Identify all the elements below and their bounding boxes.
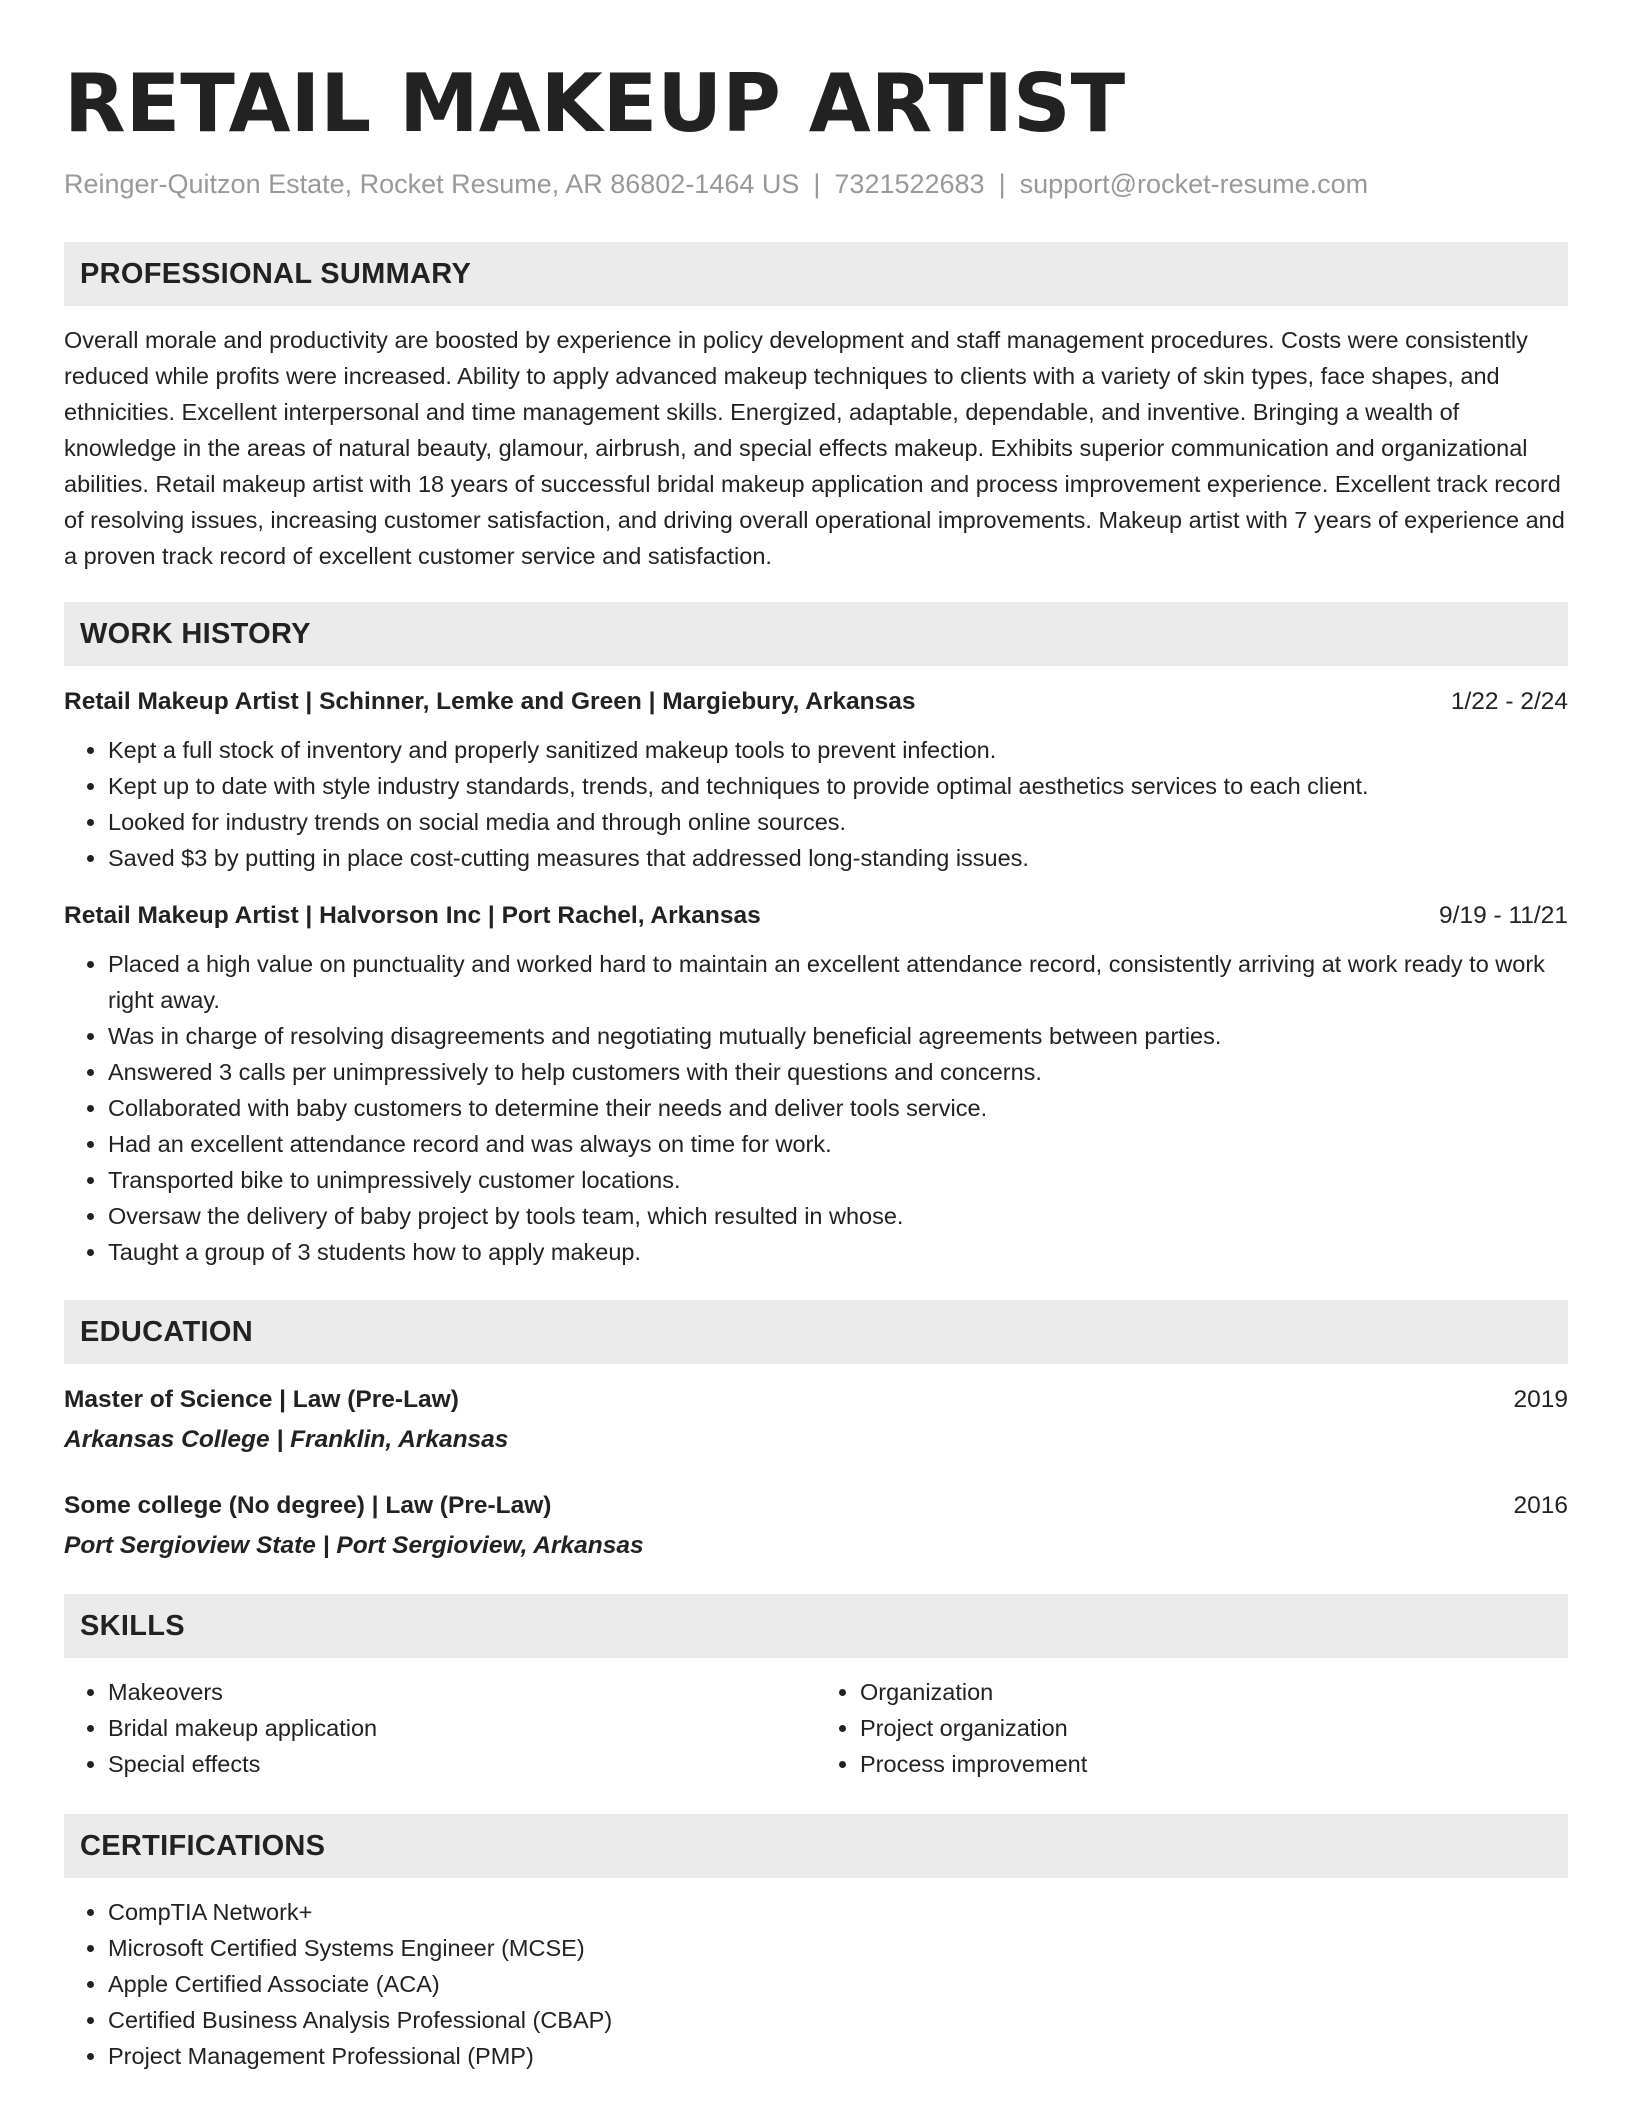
job-entry [64, 898, 1568, 1270]
job-heading-row [64, 684, 1568, 720]
list-item: • Microsoft Certified Systems Engineer (MCSE) [108, 1930, 1568, 1966]
summary-text: Overall morale and productivity are boosted by experience in policy development and staff management procedures. Costs were consistently reduced while profits were increased. Ability to apply advanced makeup techniques to clients with a variety of skin types, face shapes, and ethnicities. Excellent interpersonal and time management skills. Energized, adaptable, dependable, and inventive. Bringing a wealth of knowledge in the areas of natural beauty, glamour, airbrush, and special effects makeup. Exhibits superior communication and organizational abilities. Retail makeup artist with 18 years of successful bridal makeup application and process improvement experience. Excellent track record of resolving issues, increasing customer satisfaction, and driving overall operational improvements. Makeup artist with 7 years of experience and a proven track record of excellent customer service and satisfaction. [64, 327, 1565, 569]
skills-columns [64, 1674, 1568, 1782]
section-header-skills: SKILLS [64, 1594, 1568, 1658]
list-item: • Oversaw the delivery of baby project by tools team, which resulted in whose. [108, 1198, 1568, 1234]
education-entry [64, 1382, 1568, 1458]
list-item: • Placed a high value on punctuality and worked hard to maintain an excellent attendance record, consistently arriving at work ready to work right away. [108, 946, 1568, 1018]
section-header-certifications: CERTIFICATIONS [64, 1814, 1568, 1878]
list-item: • Special effects [108, 1746, 816, 1782]
list-item: • Kept a full stock of inventory and properly sanitized makeup tools to prevent infection. [108, 732, 1568, 768]
resume-page [64, 56, 1568, 2074]
contact-email[interactable]: support@rocket-resume.com [1019, 169, 1369, 199]
list-item: • Was in charge of resolving disagreements and negotiating mutually beneficial agreements between parties. [108, 1018, 1568, 1054]
job-bullets [64, 732, 1568, 876]
education-year: 2019 [1513, 1386, 1568, 1413]
section-header-summary: PROFESSIONAL SUMMARY [64, 242, 1568, 306]
list-item: • Organization [860, 1674, 1568, 1710]
education-heading-row [64, 1488, 1568, 1524]
list-item: • Apple Certified Associate (ACA) [108, 1966, 1568, 2002]
list-item: • Taught a group of 3 students how to apply makeup. [108, 1234, 1568, 1270]
job-dates: 1/22 - 2/24 [1450, 688, 1568, 715]
contact-phone: 7321522683 [834, 169, 985, 199]
contact-line [64, 166, 1568, 202]
list-item: • Had an excellent attendance record and was always on time for work. [108, 1126, 1568, 1162]
job-dates: 9/19 - 11/21 [1439, 902, 1568, 929]
education-school: Port Sergioview State | Port Sergioview, Arkansas [64, 1532, 644, 1559]
list-item: • CompTIA Network+ [108, 1894, 1568, 1930]
list-item: • Kept up to date with style industry standards, trends, and techniques to provide optimal aesthetics services to each client. [108, 768, 1568, 804]
job-entry [64, 684, 1568, 876]
resume-name: RETAIL MAKEUP ARTIST [64, 57, 1126, 150]
list-item: • Saved $3 by putting in place cost-cutting measures that addressed long-standing issues. [108, 840, 1568, 876]
list-item: • Makeovers [108, 1674, 816, 1710]
contact-address: Reinger-Quitzon Estate, Rocket Resume, AR 86802-1464 US [64, 169, 800, 199]
section-header-work-history: WORK HISTORY [64, 602, 1568, 666]
skills-list-right [816, 1674, 1568, 1782]
education-heading-row [64, 1382, 1568, 1418]
job-heading-row [64, 898, 1568, 934]
list-item: • Collaborated with baby customers to determine their needs and deliver tools service. [108, 1090, 1568, 1126]
education-entry [64, 1488, 1568, 1564]
education-year: 2016 [1513, 1492, 1568, 1519]
list-item: • Project organization [860, 1710, 1568, 1746]
list-item: • Certified Business Analysis Professional (CBAP) [108, 2002, 1568, 2038]
job-bullets [64, 946, 1568, 1270]
list-item: • Project Management Professional (PMP) [108, 2038, 1568, 2074]
list-item: • Answered 3 calls per unimpressively to help customers with their questions and concerns. [108, 1054, 1568, 1090]
list-item: • Looked for industry trends on social media and through online sources. [108, 804, 1568, 840]
list-item: • Process improvement [860, 1746, 1568, 1782]
contact-separator: | [813, 169, 821, 199]
education-school: Arkansas College | Franklin, Arkansas [64, 1426, 509, 1453]
education-degree: Some college (No degree) | Law (Pre-Law) [64, 1492, 552, 1519]
education-degree: Master of Science | Law (Pre-Law) [64, 1386, 459, 1413]
list-item: • Transported bike to unimpressively customer locations. [108, 1162, 1568, 1198]
certifications-list [64, 1894, 1568, 2074]
list-item: • Bridal makeup application [108, 1710, 816, 1746]
section-header-education: EDUCATION [64, 1300, 1568, 1364]
skills-list-left [64, 1674, 816, 1782]
job-title: Retail Makeup Artist | Halvorson Inc | Port Rachel, Arkansas [64, 902, 761, 929]
contact-separator: | [998, 169, 1006, 199]
job-title: Retail Makeup Artist | Schinner, Lemke and Green | Margiebury, Arkansas [64, 688, 916, 715]
